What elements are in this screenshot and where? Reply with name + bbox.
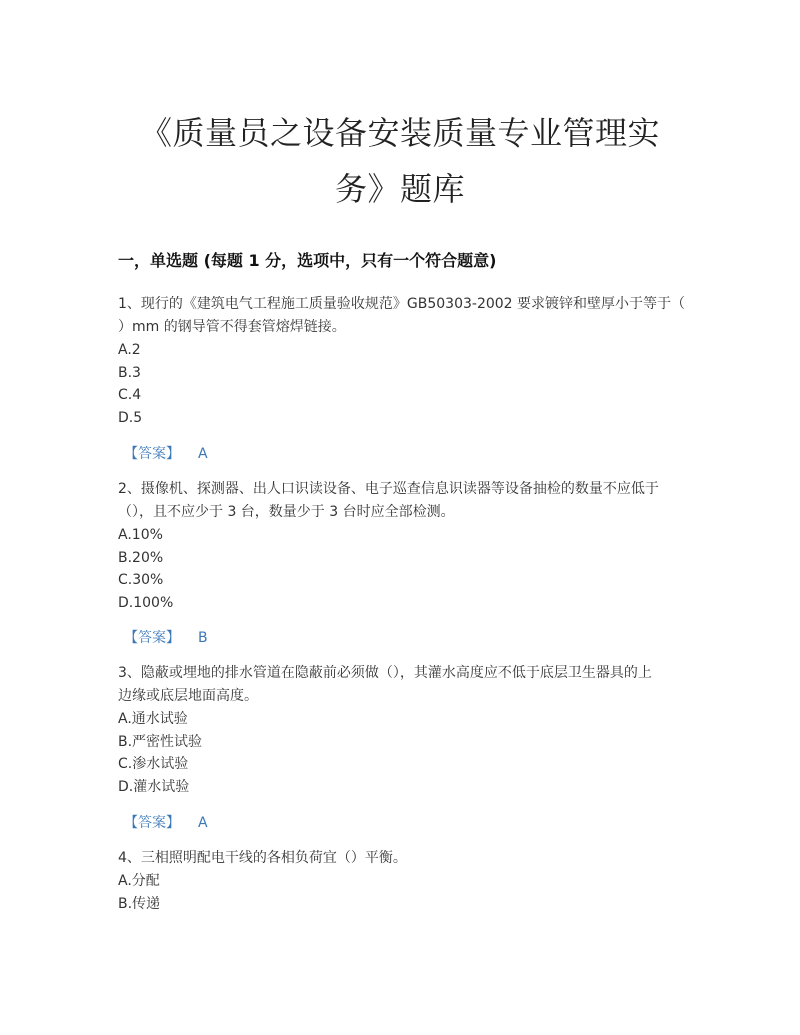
option-d: D.5 <box>118 409 143 426</box>
option-a: A.分配 <box>118 873 160 889</box>
section-heading: 一，单选题 (每题 1 分，选项中，只有一个符合题意) <box>118 251 497 270</box>
question-4 <box>118 847 688 915</box>
answer-label: 【答案】 <box>124 815 180 831</box>
answer-label: 【答案】 <box>124 446 180 462</box>
option-a: A.2 <box>118 342 141 358</box>
document-title <box>100 105 700 217</box>
answer-label: 【答案】 <box>124 630 180 646</box>
answer-value: A <box>198 446 208 462</box>
answer-1 <box>124 443 208 463</box>
question-stem-line: 2、摄像机、探测器、出人口识读设备、电子巡查信息识读器等设备抽检的数量不应低于 <box>118 481 659 497</box>
option-a: A.通水试验 <box>118 711 188 727</box>
question-3 <box>118 662 688 798</box>
answer-2 <box>124 627 208 647</box>
option-c: C.渗水试验 <box>118 756 189 772</box>
option-b: B.20% <box>118 549 164 566</box>
option-b: B.传递 <box>118 895 161 912</box>
option-d: D.100% <box>118 594 174 611</box>
question-stem-line: （），且不应少于 3 台，数量少于 3 台时应全部检测。 <box>118 504 455 520</box>
question-1 <box>118 293 688 429</box>
answer-3 <box>124 812 208 832</box>
answer-value: B <box>198 630 208 646</box>
question-2 <box>118 478 688 614</box>
question-stem-line: 边缘或底层地面高度。 <box>118 688 258 704</box>
option-b: B.严密性试验 <box>118 733 203 750</box>
answer-value: A <box>198 815 208 831</box>
title-line-2: 务》题库 <box>334 170 465 208</box>
title-line-1: 《质量员之设备安装质量专业管理实 <box>139 114 660 152</box>
option-d: D.灌水试验 <box>118 778 190 795</box>
option-c: C.4 <box>118 387 142 403</box>
question-stem-line: 4、三相照明配电干线的各相负荷宜（）平衡。 <box>118 850 407 866</box>
option-c: C.30% <box>118 572 164 588</box>
option-a: A.10% <box>118 527 163 543</box>
question-stem-line: ）mm 的钢导管不得套管熔焊链接。 <box>118 319 346 335</box>
option-b: B.3 <box>118 364 141 381</box>
question-stem-line: 1、现行的《建筑电气工程施工质量验收规范》GB50303-2002 要求镀锌和壁厚小于等于（ <box>118 296 686 312</box>
question-stem-line: 3、隐蔽或埋地的排水管道在隐蔽前必须做（），其灌水高度应不低于底层卫生器具的上 <box>118 665 652 681</box>
